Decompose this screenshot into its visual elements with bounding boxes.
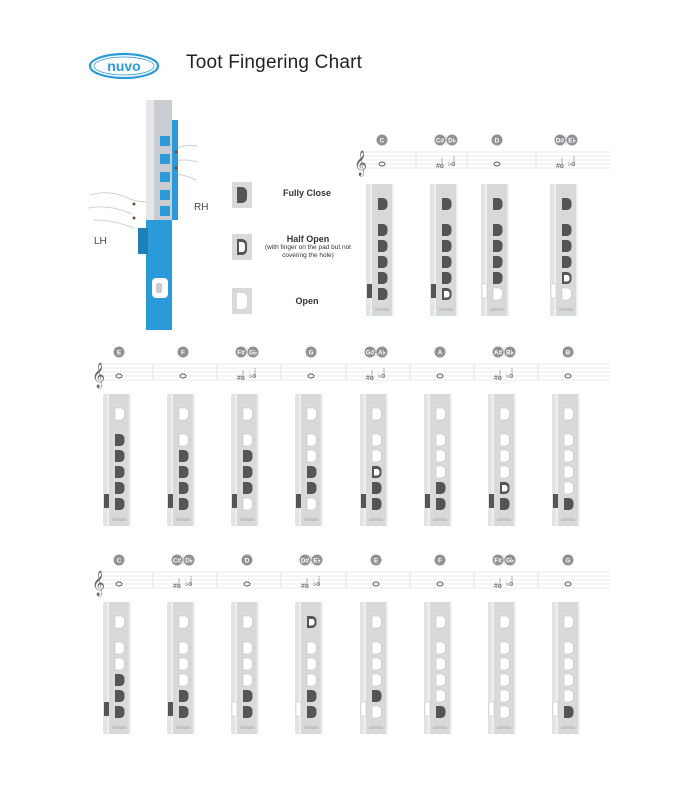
svg-text:C#: C# bbox=[172, 557, 182, 565]
thumb-key bbox=[104, 702, 109, 716]
thumb-key bbox=[104, 494, 109, 508]
svg-text:D: D bbox=[494, 137, 500, 145]
legend-closed-label: Fully Close bbox=[282, 188, 331, 198]
svg-text:A♭: A♭ bbox=[378, 349, 386, 357]
fingering-key-6 bbox=[372, 706, 382, 718]
fingering-diagram bbox=[550, 184, 578, 316]
note-column bbox=[410, 555, 452, 735]
fingering-key-1 bbox=[372, 408, 382, 420]
staff-note: #o bbox=[366, 375, 374, 382]
fingering-key-3 bbox=[243, 658, 253, 670]
thumb-key bbox=[553, 494, 558, 508]
fingering-key-4 bbox=[372, 674, 382, 686]
fingering-key-6 bbox=[564, 498, 574, 510]
staff-note: ♭o bbox=[506, 581, 514, 588]
fingering-key-2 bbox=[500, 434, 510, 446]
fingering-key-6 bbox=[562, 288, 572, 300]
thumb-key bbox=[232, 702, 237, 716]
fingering-key-5 bbox=[436, 690, 446, 702]
legend-open-label: Open bbox=[295, 296, 319, 306]
svg-text:E♭: E♭ bbox=[568, 137, 576, 145]
fingering-key-4 bbox=[372, 466, 382, 478]
fingering-key-1 bbox=[179, 616, 189, 628]
fingering-key-1 bbox=[179, 408, 189, 420]
fingering-key-5 bbox=[372, 482, 382, 494]
note-badge bbox=[555, 135, 566, 146]
staff-note: #o bbox=[494, 583, 502, 590]
fingering-key-2 bbox=[436, 434, 446, 446]
fingering-key-2 bbox=[115, 642, 125, 654]
fingering-key-2 bbox=[493, 224, 503, 236]
fingering-key-4 bbox=[179, 674, 189, 686]
fingering-key-1 bbox=[115, 408, 125, 420]
svg-text:G♭: G♭ bbox=[505, 557, 515, 565]
note-badge bbox=[365, 347, 376, 358]
svg-text:C#: C# bbox=[435, 137, 445, 145]
treble-clef-icon: 𝄞 bbox=[92, 570, 106, 595]
fingering-key-3 bbox=[179, 658, 189, 670]
fingering-key-1 bbox=[562, 198, 572, 210]
fingering-key-6 bbox=[436, 706, 446, 718]
fingering-key-6 bbox=[500, 498, 510, 510]
fingering-diagram bbox=[424, 394, 452, 526]
fingering-key-3 bbox=[436, 450, 446, 462]
svg-text:F: F bbox=[181, 349, 185, 357]
fingering-key-1 bbox=[442, 198, 452, 210]
note-badge bbox=[492, 135, 503, 146]
svg-text:A: A bbox=[437, 349, 443, 357]
fingering-key-4 bbox=[115, 674, 125, 686]
fingering-diagram bbox=[366, 184, 394, 316]
note-badge bbox=[493, 347, 504, 358]
fingering-key-3 bbox=[372, 450, 382, 462]
fingering-key-4 bbox=[307, 674, 317, 686]
fingering-key-1 bbox=[378, 198, 388, 210]
fingering-key-2 bbox=[372, 642, 382, 654]
fingering-key-6 bbox=[500, 706, 510, 718]
fingering-key-4 bbox=[500, 674, 510, 686]
svg-text:E: E bbox=[116, 349, 122, 357]
fingering-key-4 bbox=[500, 466, 510, 478]
svg-text:A#: A# bbox=[493, 349, 503, 357]
fingering-key-6 bbox=[307, 498, 317, 510]
fingering-key-6 bbox=[372, 498, 382, 510]
fingering-key-2 bbox=[243, 434, 253, 446]
fingering-key-1 bbox=[500, 616, 510, 628]
fingering-key-2 bbox=[179, 434, 189, 446]
note-badge bbox=[563, 347, 574, 358]
fingering-key-3 bbox=[307, 658, 317, 670]
staff-note: #o bbox=[301, 583, 309, 590]
chart-row-2 bbox=[92, 347, 610, 527]
page-title: Toot Fingering Chart bbox=[186, 52, 363, 73]
fingering-key-4 bbox=[378, 256, 388, 268]
thumb-key bbox=[425, 702, 430, 716]
note-badge bbox=[505, 555, 516, 566]
svg-text:F: F bbox=[438, 557, 442, 565]
fingering-diagram bbox=[360, 602, 388, 734]
note-column bbox=[538, 347, 580, 527]
thumb-key bbox=[232, 494, 237, 508]
fingering-key-4 bbox=[243, 674, 253, 686]
fingering-diagram bbox=[231, 602, 259, 734]
legend-half-label: Half Open (with finger on the pad but not covering the hole) bbox=[256, 234, 360, 260]
fingering-key-1 bbox=[243, 408, 253, 420]
note-badge bbox=[236, 347, 247, 358]
fingering-diagram bbox=[488, 602, 516, 734]
note-column bbox=[217, 347, 259, 527]
thumb-key bbox=[425, 494, 430, 508]
svg-text:B♭: B♭ bbox=[506, 349, 514, 357]
note-badge bbox=[306, 347, 317, 358]
svg-text:D: D bbox=[244, 557, 250, 565]
svg-text:G♭: G♭ bbox=[248, 349, 258, 357]
fingering-key-1 bbox=[372, 616, 382, 628]
svg-text:G: G bbox=[308, 349, 314, 357]
fingering-key-3 bbox=[442, 240, 452, 252]
note-column bbox=[103, 555, 131, 735]
fingering-key-4 bbox=[179, 466, 189, 478]
fingering-key-2 bbox=[564, 434, 574, 446]
svg-text:D#: D# bbox=[555, 137, 565, 145]
staff-note: ♭o bbox=[185, 581, 193, 588]
fingering-key-1 bbox=[500, 408, 510, 420]
thumb-key bbox=[482, 284, 487, 298]
note-column bbox=[103, 347, 131, 527]
note-badge bbox=[563, 555, 574, 566]
fingering-key-5 bbox=[115, 482, 125, 494]
fingering-key-2 bbox=[307, 434, 317, 446]
note-column bbox=[153, 555, 195, 735]
fingering-key-4 bbox=[564, 674, 574, 686]
fingering-key-4 bbox=[307, 466, 317, 478]
fingering-key-6 bbox=[243, 706, 253, 718]
note-badge bbox=[447, 135, 458, 146]
fingering-key-3 bbox=[243, 450, 253, 462]
note-column bbox=[538, 555, 580, 735]
fingering-key-1 bbox=[436, 616, 446, 628]
thumb-key bbox=[296, 494, 301, 508]
staff-note: #o bbox=[237, 375, 245, 382]
fingering-key-2 bbox=[500, 642, 510, 654]
svg-text:D♭: D♭ bbox=[448, 137, 456, 145]
svg-text:G#: G# bbox=[365, 349, 375, 357]
fingering-diagram bbox=[231, 394, 259, 526]
staff-note: ♭o bbox=[313, 581, 321, 588]
fingering-diagram bbox=[552, 394, 580, 526]
note-badge bbox=[435, 555, 446, 566]
note-column bbox=[281, 347, 323, 527]
fingering-key-5 bbox=[493, 272, 503, 284]
treble-clef-icon: 𝄞 bbox=[92, 362, 106, 387]
note-badge bbox=[371, 555, 382, 566]
fingering-key-4 bbox=[243, 466, 253, 478]
staff-note: ♭o bbox=[506, 373, 514, 380]
fingering-key-3 bbox=[436, 658, 446, 670]
fingering-key-1 bbox=[243, 616, 253, 628]
fingering-key-3 bbox=[115, 658, 125, 670]
fingering-key-2 bbox=[436, 642, 446, 654]
fingering-key-4 bbox=[562, 256, 572, 268]
fingering-key-3 bbox=[378, 240, 388, 252]
fingering-diagram bbox=[430, 184, 458, 316]
fingering-key-4 bbox=[564, 466, 574, 478]
fingering-key-6 bbox=[378, 288, 388, 300]
fingering-key-5 bbox=[436, 482, 446, 494]
fingering-key-6 bbox=[564, 706, 574, 718]
staff-note: ♭o bbox=[249, 373, 257, 380]
fingering-key-2 bbox=[372, 434, 382, 446]
fingering-key-6 bbox=[493, 288, 503, 300]
fingering-key-2 bbox=[307, 642, 317, 654]
note-column bbox=[346, 347, 388, 527]
note-column bbox=[474, 555, 516, 735]
treble-clef-icon: 𝄞 bbox=[354, 150, 368, 175]
note-badge bbox=[114, 555, 125, 566]
fingering-key-4 bbox=[436, 674, 446, 686]
fingering-diagram bbox=[167, 394, 195, 526]
fingering-key-6 bbox=[179, 498, 189, 510]
note-column bbox=[536, 135, 578, 317]
note-badge bbox=[435, 347, 446, 358]
note-column bbox=[281, 555, 323, 735]
note-column bbox=[366, 135, 394, 317]
note-badge bbox=[435, 135, 446, 146]
fingering-key-1 bbox=[436, 408, 446, 420]
fingering-key-4 bbox=[436, 466, 446, 478]
fingering-diagram bbox=[167, 602, 195, 734]
fingering-key-2 bbox=[564, 642, 574, 654]
fingering-key-1 bbox=[115, 616, 125, 628]
fingering-key-2 bbox=[442, 224, 452, 236]
fingering-key-6 bbox=[442, 288, 452, 300]
note-badge bbox=[114, 347, 125, 358]
note-badge bbox=[248, 347, 259, 358]
note-badge bbox=[300, 555, 311, 566]
fingering-key-5 bbox=[372, 690, 382, 702]
fingering-diagram bbox=[295, 602, 323, 734]
note-badge bbox=[312, 555, 323, 566]
note-column bbox=[467, 135, 509, 317]
fingering-key-6 bbox=[179, 706, 189, 718]
staff-note: ♭o bbox=[378, 373, 386, 380]
chart-row-3 bbox=[92, 555, 610, 735]
fingering-key-5 bbox=[115, 690, 125, 702]
note-badge bbox=[184, 555, 195, 566]
fingering-key-5 bbox=[179, 690, 189, 702]
fingering-key-6 bbox=[436, 498, 446, 510]
fingering-key-3 bbox=[179, 450, 189, 462]
fingering-diagram bbox=[552, 602, 580, 734]
fingering-diagram bbox=[295, 394, 323, 526]
fingering-key-3 bbox=[500, 450, 510, 462]
fingering-key-5 bbox=[179, 482, 189, 494]
svg-text:E: E bbox=[373, 557, 379, 565]
note-badge bbox=[172, 555, 183, 566]
thumb-key bbox=[168, 494, 173, 508]
chart-row-1 bbox=[354, 135, 610, 317]
legend-half-sub: (with finger on the pad but not covering the hole) bbox=[264, 244, 351, 259]
note-column bbox=[410, 347, 452, 527]
note-column bbox=[217, 555, 259, 735]
fingering-key-6 bbox=[307, 706, 317, 718]
fingering-key-5 bbox=[500, 690, 510, 702]
fingering-key-2 bbox=[179, 642, 189, 654]
staff-note: ♭o bbox=[448, 161, 456, 168]
thumb-key bbox=[489, 702, 494, 716]
svg-text:E♭: E♭ bbox=[313, 557, 321, 565]
svg-text:D#: D# bbox=[300, 557, 310, 565]
fingering-key-3 bbox=[562, 240, 572, 252]
fingering-diagram bbox=[488, 394, 516, 526]
svg-text:C: C bbox=[116, 557, 122, 565]
thumb-key bbox=[551, 284, 556, 298]
logo-text: nuvo bbox=[107, 58, 141, 74]
rh-label: RH bbox=[194, 202, 209, 213]
fingering-key-5 bbox=[562, 272, 572, 284]
note-badge bbox=[242, 555, 253, 566]
thumb-key bbox=[489, 494, 494, 508]
fingering-key-3 bbox=[500, 658, 510, 670]
staff-note: #o bbox=[436, 163, 444, 170]
fingering-key-3 bbox=[307, 450, 317, 462]
fingering-diagram bbox=[103, 602, 131, 734]
svg-text:F#: F# bbox=[494, 557, 502, 565]
note-column bbox=[416, 135, 458, 317]
fingering-key-4 bbox=[115, 466, 125, 478]
note-badge bbox=[567, 135, 578, 146]
fingering-key-5 bbox=[564, 690, 574, 702]
fingering-key-4 bbox=[442, 256, 452, 268]
note-column bbox=[346, 555, 388, 735]
fingering-diagram bbox=[481, 184, 509, 316]
fingering-key-3 bbox=[493, 240, 503, 252]
fingering-diagram bbox=[360, 394, 388, 526]
fingering-key-5 bbox=[307, 482, 317, 494]
fingering-key-1 bbox=[493, 198, 503, 210]
staff-note: #o bbox=[556, 163, 564, 170]
note-badge bbox=[377, 135, 388, 146]
staff-note: #o bbox=[173, 583, 181, 590]
note-badge bbox=[493, 555, 504, 566]
thumb-key bbox=[367, 284, 372, 298]
note-badge bbox=[178, 347, 189, 358]
fingering-key-4 bbox=[493, 256, 503, 268]
fingering-key-1 bbox=[564, 408, 574, 420]
fingering-key-3 bbox=[564, 450, 574, 462]
fingering-key-3 bbox=[115, 450, 125, 462]
svg-text:F#: F# bbox=[237, 349, 245, 357]
svg-text:C: C bbox=[379, 137, 385, 145]
svg-text:D♭: D♭ bbox=[185, 557, 193, 565]
fingering-key-6 bbox=[115, 498, 125, 510]
fingering-key-5 bbox=[500, 482, 510, 494]
fingering-key-5 bbox=[442, 272, 452, 284]
fingering-key-5 bbox=[243, 482, 253, 494]
note-badge bbox=[505, 347, 516, 358]
fingering-key-3 bbox=[564, 658, 574, 670]
thumb-key bbox=[361, 494, 366, 508]
thumb-key bbox=[168, 702, 173, 716]
fingering-key-2 bbox=[243, 642, 253, 654]
fingering-key-1 bbox=[307, 616, 317, 628]
svg-text:B: B bbox=[565, 349, 571, 357]
note-column bbox=[474, 347, 516, 527]
thumb-key bbox=[431, 284, 436, 298]
note-column bbox=[153, 347, 195, 527]
fingering-key-6 bbox=[243, 498, 253, 510]
fingering-key-5 bbox=[378, 272, 388, 284]
staff-note: ♭o bbox=[568, 161, 576, 168]
thumb-key bbox=[553, 702, 558, 716]
svg-text:G: G bbox=[565, 557, 571, 565]
thumb-key bbox=[361, 702, 366, 716]
fingering-diagram bbox=[103, 394, 131, 526]
fingering-key-6 bbox=[115, 706, 125, 718]
fingering-key-2 bbox=[378, 224, 388, 236]
fingering-key-5 bbox=[243, 690, 253, 702]
lh-label: LH bbox=[94, 236, 107, 247]
fingering-key-2 bbox=[562, 224, 572, 236]
fingering-key-2 bbox=[115, 434, 125, 446]
fingering-key-3 bbox=[372, 658, 382, 670]
note-badge bbox=[377, 347, 388, 358]
fingering-diagram bbox=[424, 602, 452, 734]
staff-note: #o bbox=[494, 375, 502, 382]
fingering-key-5 bbox=[307, 690, 317, 702]
thumb-key bbox=[296, 702, 301, 716]
fingering-key-5 bbox=[564, 482, 574, 494]
fingering-key-1 bbox=[307, 408, 317, 420]
fingering-key-1 bbox=[564, 616, 574, 628]
